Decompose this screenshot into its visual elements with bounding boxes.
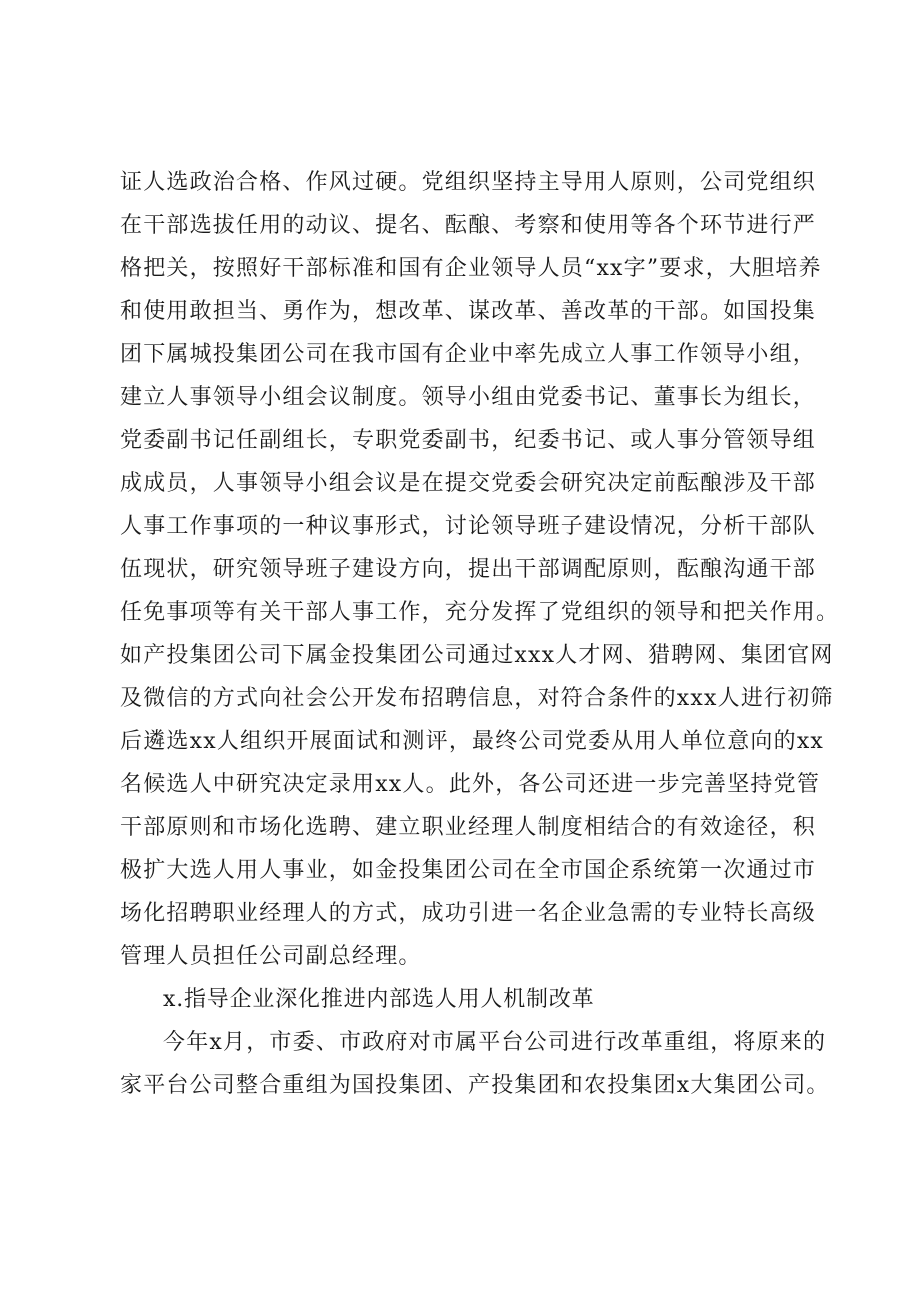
body-text-line: 党委副书记任副组长，专职党委副书，纪委书记、或人事分管领导组 bbox=[120, 428, 817, 453]
body-text-line: 建立人事领导小组会议制度。领导小组由党委书记、董事长为组长， bbox=[120, 385, 817, 410]
body-text-line: 极扩大选人用人事业，如金投集团公司在全市国企系统第一次通过市 bbox=[120, 858, 817, 883]
body-text-line: 成成员，人事领导小组会议是在提交党委会研究决定前酝酿涉及干部 bbox=[120, 471, 817, 496]
body-text-line: 及微信的方式向社会公开发布招聘信息，对符合条件的xxx人进行初筛 bbox=[120, 686, 834, 711]
section-heading: x.指导企业深化推进内部选人用人机制改革 bbox=[163, 987, 595, 1012]
body-text-line: 如产投集团公司下属金投集团公司通过xxx人才网、猎聘网、集团官网 bbox=[120, 643, 834, 668]
body-text-line: 名候选人中研究决定录用xx人。此外，各公司还进一步完善坚持党管 bbox=[120, 772, 821, 797]
body-text-line: 在干部选拔任用的动议、提名、酝酿、考察和使用等各个环节进行严 bbox=[120, 213, 817, 238]
body-text-line: 和使用敢担当、勇作为，想改革、谋改革、善改革的干部。如国投集 bbox=[120, 299, 817, 324]
body-text-line: 家平台公司整合重组为国投集团、产投集团和农投集团x大集团公司。 bbox=[120, 1073, 830, 1098]
body-text-line: 人事工作事项的一种议事形式，讨论领导班子建设情况，分析干部队 bbox=[120, 514, 817, 539]
body-text-line: 管理人员担任公司副总经理。 bbox=[120, 944, 422, 969]
body-text-line: 团下属城投集团公司在我市国有企业中率先成立人事工作领导小组， bbox=[120, 342, 817, 367]
body-text-line: 干部原则和市场化选聘、建立职业经理人制度相结合的有效途径，积 bbox=[120, 815, 817, 840]
body-text-line: 任免事项等有关干部人事工作，充分发挥了党组织的领导和把关作用。 bbox=[120, 600, 840, 625]
body-text-line: 后遴选xx人组织开展面试和测评，最终公司党委从用人单位意向的xx bbox=[120, 729, 825, 754]
body-text-line: 格把关，按照好干部标准和国有企业领导人员“xx字”要求，大胆培养 bbox=[120, 256, 822, 281]
body-text-line: 证人选政治合格、作风过硬。党组织坚持主导用人原则，公司党组织 bbox=[120, 170, 817, 195]
body-text-line: 伍现状，研究领导班子建设方向，提出干部调配原则，酝酿沟通干部 bbox=[120, 557, 817, 582]
body-text-line: 场化招聘职业经理人的方式，成功引进一名企业急需的专业特长高级 bbox=[120, 901, 817, 926]
body-text-line: 今年x月，市委、市政府对市属平台公司进行改革重组，将原来的 bbox=[163, 1030, 827, 1055]
